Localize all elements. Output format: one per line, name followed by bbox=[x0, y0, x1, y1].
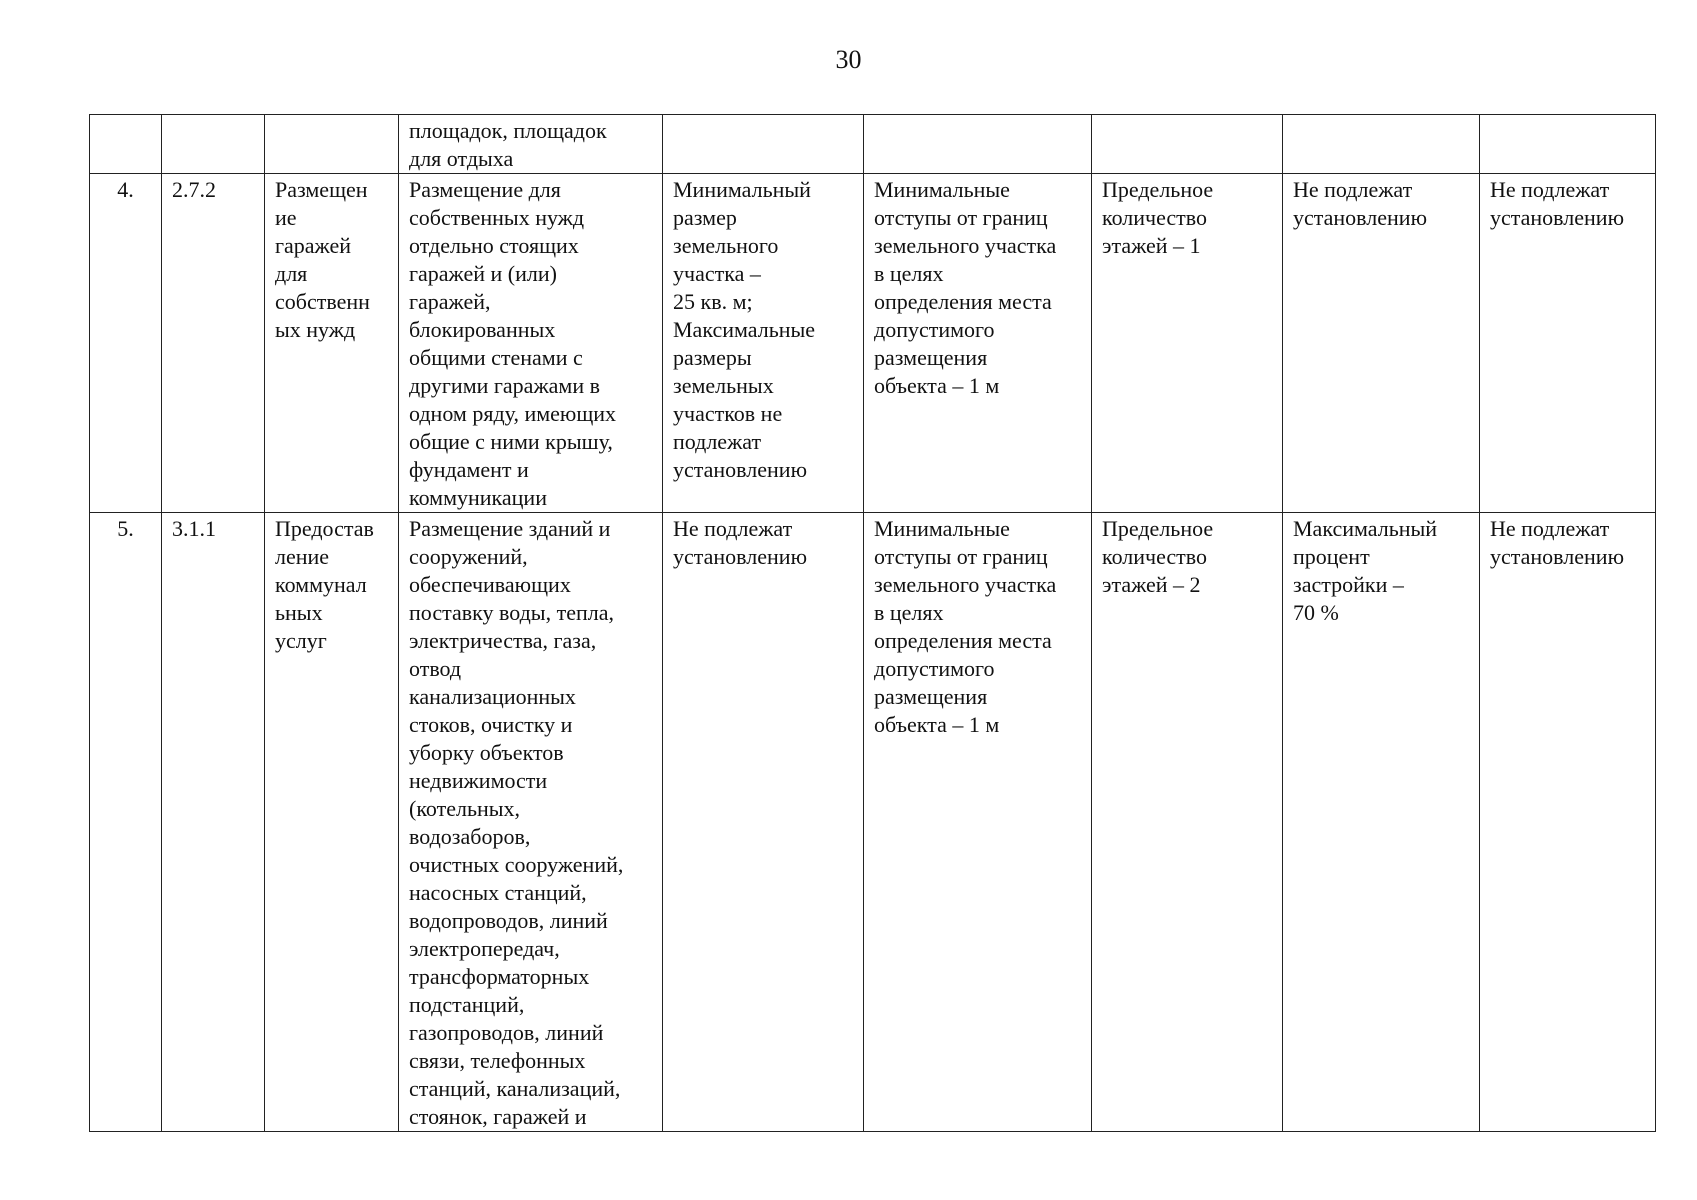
table-body bbox=[90, 115, 1656, 1132]
building-percent-cell bbox=[1283, 115, 1480, 174]
setback-limits-line: размещения bbox=[874, 684, 988, 709]
activity-description-line: фундамент и bbox=[409, 457, 529, 482]
plot-size-limits-line: размер bbox=[673, 205, 737, 230]
activity-description-line: насосных станций, bbox=[409, 880, 587, 905]
plot-size-limits-line: 25 кв. м; bbox=[673, 289, 753, 314]
plot-size-limits-line: размеры bbox=[673, 345, 752, 370]
activity-description-line: недвижимости bbox=[409, 768, 548, 793]
activity-name-cell bbox=[265, 174, 399, 513]
floor-limits-line: Предельное bbox=[1102, 177, 1214, 202]
activity-description-line: станций, канализаций, bbox=[409, 1076, 621, 1101]
building-percent-line: процент bbox=[1293, 544, 1370, 569]
activity-description-line: подстанций, bbox=[409, 992, 525, 1017]
activity-name-cell bbox=[265, 115, 399, 174]
setback-limits-line: земельного участка bbox=[874, 572, 1057, 597]
activity-description-line: отвод bbox=[409, 656, 462, 681]
other-parameters-cell bbox=[1480, 513, 1656, 1132]
activity-code-text: 2.7.2 bbox=[172, 177, 216, 202]
row-number-text: 4. bbox=[117, 177, 134, 202]
activity-name-line: для bbox=[275, 261, 308, 286]
other-parameters-line: установлению bbox=[1490, 205, 1625, 230]
building-percent-cell bbox=[1283, 513, 1480, 1132]
setback-limits-cell bbox=[864, 115, 1092, 174]
activity-name-line: Размещен bbox=[275, 177, 368, 202]
activity-description-line: стоянок, гаражей и bbox=[409, 1104, 587, 1129]
plot-size-limits-line: участка – bbox=[673, 261, 761, 286]
setback-limits-line: отступы от границ bbox=[874, 205, 1048, 230]
setback-limits-line: отступы от границ bbox=[874, 544, 1048, 569]
activity-name-cell bbox=[265, 513, 399, 1132]
activity-description-line: отдельно стоящих bbox=[409, 233, 579, 258]
activity-name-line: услуг bbox=[275, 628, 327, 653]
activity-description-line: площадок, площадок bbox=[409, 118, 607, 143]
building-percent-cell bbox=[1283, 174, 1480, 513]
activity-name-line: ых нужд bbox=[275, 317, 356, 342]
other-parameters-line: Не подлежат bbox=[1490, 177, 1610, 202]
activity-description-line: канализационных bbox=[409, 684, 576, 709]
setback-limits-line: в целях bbox=[874, 261, 944, 286]
plot-size-limits-cell bbox=[663, 513, 864, 1132]
activity-name-line: ие bbox=[275, 205, 297, 230]
table-row bbox=[90, 174, 1656, 513]
activity-description-line: Размещение зданий и bbox=[409, 516, 611, 541]
floor-limits-line: этажей – 1 bbox=[1102, 233, 1201, 258]
activity-description-line: водозаборов, bbox=[409, 824, 531, 849]
plot-size-limits-line: земельных bbox=[673, 373, 774, 398]
activity-description-cell bbox=[399, 513, 663, 1132]
activity-description-line: связи, телефонных bbox=[409, 1048, 586, 1073]
activity-description-line: одном ряду, имеющих bbox=[409, 401, 617, 426]
setback-limits-cell bbox=[864, 513, 1092, 1132]
plot-size-limits-line: участков не bbox=[673, 401, 783, 426]
plot-size-limits-line: земельного bbox=[673, 233, 779, 258]
activity-description-line: поставку воды, тепла, bbox=[409, 600, 614, 625]
floor-limits-cell bbox=[1092, 174, 1283, 513]
plot-size-limits-cell bbox=[663, 115, 864, 174]
activity-description-line: электричества, газа, bbox=[409, 628, 597, 653]
activity-description-line: газопроводов, линий bbox=[409, 1020, 604, 1045]
building-percent-line: 70 % bbox=[1293, 600, 1339, 625]
activity-code-cell bbox=[162, 174, 265, 513]
plot-size-limits-line: установлению bbox=[673, 457, 808, 482]
activity-description-line: блокированных bbox=[409, 317, 556, 342]
zoning-regulations-table bbox=[89, 114, 1656, 1132]
activity-description-line: трансформаторных bbox=[409, 964, 590, 989]
activity-description-line: сооружений, bbox=[409, 544, 528, 569]
floor-limits-line: Предельное bbox=[1102, 516, 1214, 541]
setback-limits-line: определения места bbox=[874, 628, 1052, 653]
activity-description-line: Размещение для bbox=[409, 177, 561, 202]
activity-description-line: уборку объектов bbox=[409, 740, 564, 765]
setback-limits-line: допустимого bbox=[874, 656, 995, 681]
activity-description-line: обеспечивающих bbox=[409, 572, 571, 597]
activity-description-line: общие с ними крышу, bbox=[409, 429, 613, 454]
other-parameters-line: Не подлежат bbox=[1490, 516, 1610, 541]
activity-name-line: Предостав bbox=[275, 516, 374, 541]
floor-limits-cell bbox=[1092, 115, 1283, 174]
other-parameters-line: установлению bbox=[1490, 544, 1625, 569]
setback-limits-line: размещения bbox=[874, 345, 988, 370]
activity-description-line: гаражей и (или) bbox=[409, 261, 557, 286]
floor-limits-line: количество bbox=[1102, 205, 1208, 230]
plot-size-limits-cell bbox=[663, 174, 864, 513]
activity-description-line: другими гаражами в bbox=[409, 373, 600, 398]
setback-limits-cell bbox=[864, 174, 1092, 513]
activity-description-line: водопроводов, линий bbox=[409, 908, 608, 933]
activity-code-cell bbox=[162, 513, 265, 1132]
activity-description-line: общими стенами с bbox=[409, 345, 583, 370]
plot-size-limits-line: установлению bbox=[673, 544, 808, 569]
setback-limits-line: земельного участка bbox=[874, 233, 1057, 258]
setback-limits-line: Минимальные bbox=[874, 177, 1010, 202]
plot-size-limits-line: Максимальные bbox=[673, 317, 816, 342]
setback-limits-line: Минимальные bbox=[874, 516, 1010, 541]
row-number-cell bbox=[90, 115, 162, 174]
activity-name-line: ление bbox=[275, 544, 330, 569]
activity-name-line: гаражей bbox=[275, 233, 352, 258]
activity-name-line: коммунал bbox=[275, 572, 367, 597]
activity-name-line: собственн bbox=[275, 289, 370, 314]
plot-size-limits-line: Не подлежат bbox=[673, 516, 793, 541]
setback-limits-line: в целях bbox=[874, 600, 944, 625]
floor-limits-line: этажей – 2 bbox=[1102, 572, 1201, 597]
setback-limits-line: определения места bbox=[874, 289, 1052, 314]
plot-size-limits-line: подлежат bbox=[673, 429, 762, 454]
activity-description-line: стоков, очистку и bbox=[409, 712, 573, 737]
other-parameters-cell bbox=[1480, 174, 1656, 513]
activity-code-cell bbox=[162, 115, 265, 174]
activity-description-line: коммуникации bbox=[409, 485, 547, 510]
activity-description-line: электропередач, bbox=[409, 936, 560, 961]
row-number-cell bbox=[90, 174, 162, 513]
floor-limits-cell bbox=[1092, 513, 1283, 1132]
setback-limits-line: объекта – 1 м bbox=[874, 373, 1000, 398]
activity-description-line: собственных нужд bbox=[409, 205, 585, 230]
activity-description-cell bbox=[399, 174, 663, 513]
building-percent-line: Не подлежат bbox=[1293, 177, 1413, 202]
table-row bbox=[90, 115, 1656, 174]
activity-description-line: для отдыха bbox=[409, 146, 514, 171]
plot-size-limits-line: Минимальный bbox=[673, 177, 811, 202]
page-number: 30 bbox=[835, 45, 862, 74]
activity-description-line: гаражей, bbox=[409, 289, 491, 314]
building-percent-line: застройки – bbox=[1293, 572, 1404, 597]
setback-limits-line: объекта – 1 м bbox=[874, 712, 1000, 737]
activity-name-line: ьных bbox=[275, 600, 323, 625]
other-parameters-cell bbox=[1480, 115, 1656, 174]
row-number-text: 5. bbox=[117, 516, 134, 541]
activity-description-line: очистных сооружений, bbox=[409, 852, 624, 877]
floor-limits-line: количество bbox=[1102, 544, 1208, 569]
activity-description-cell bbox=[399, 115, 663, 174]
building-percent-line: Максимальный bbox=[1293, 516, 1438, 541]
activity-description-line: (котельных, bbox=[409, 796, 521, 821]
building-percent-line: установлению bbox=[1293, 205, 1428, 230]
activity-code-text: 3.1.1 bbox=[172, 516, 216, 541]
setback-limits-line: допустимого bbox=[874, 317, 995, 342]
table-row bbox=[90, 513, 1656, 1132]
row-number-cell bbox=[90, 513, 162, 1132]
